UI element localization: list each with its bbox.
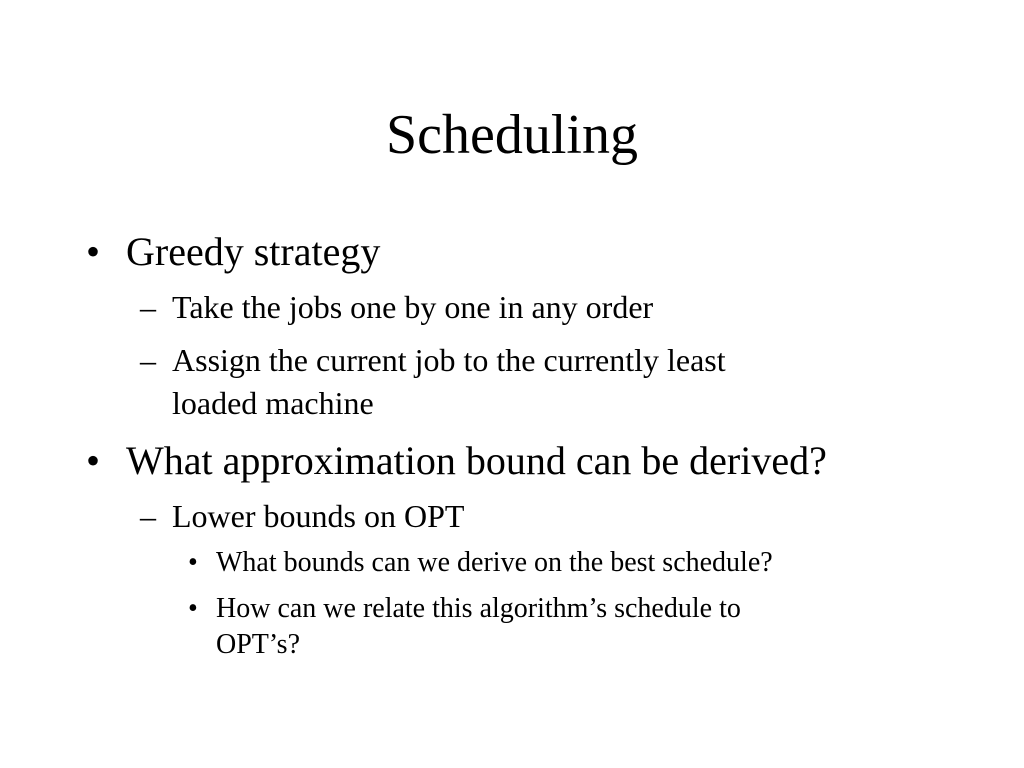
bullet-marker: • — [86, 229, 101, 274]
sub-bullet-text-continued: loaded machine — [172, 385, 374, 421]
bullet-text: What approximation bound can be derived? — [126, 438, 827, 483]
sub-sub-bullet-marker: • — [188, 593, 198, 624]
sub-sub-bullet-marker: • — [188, 547, 198, 578]
sub-sub-bullet-text-continued: OPT’s? — [216, 629, 300, 660]
sub-sub-bullet-text: What bounds can we derive on the best schedule? — [216, 547, 773, 578]
sub-bullet-text: Take the jobs one by one in any order — [172, 289, 654, 325]
sub-bullet-text: Assign the current job to the currently least — [172, 342, 726, 378]
sub-sub-bullet-text: How can we relate this algorithm’s schedule to — [216, 593, 741, 624]
bullet-marker: • — [86, 438, 101, 483]
sub-bullet-marker: – — [140, 289, 156, 325]
sub-bullet-marker: – — [140, 342, 156, 378]
sub-bullet-marker: – — [140, 498, 156, 534]
bullet-text: Greedy strategy — [126, 229, 381, 274]
sub-bullet-text: Lower bounds on OPT — [172, 498, 465, 534]
slide-title: Scheduling — [386, 104, 638, 166]
